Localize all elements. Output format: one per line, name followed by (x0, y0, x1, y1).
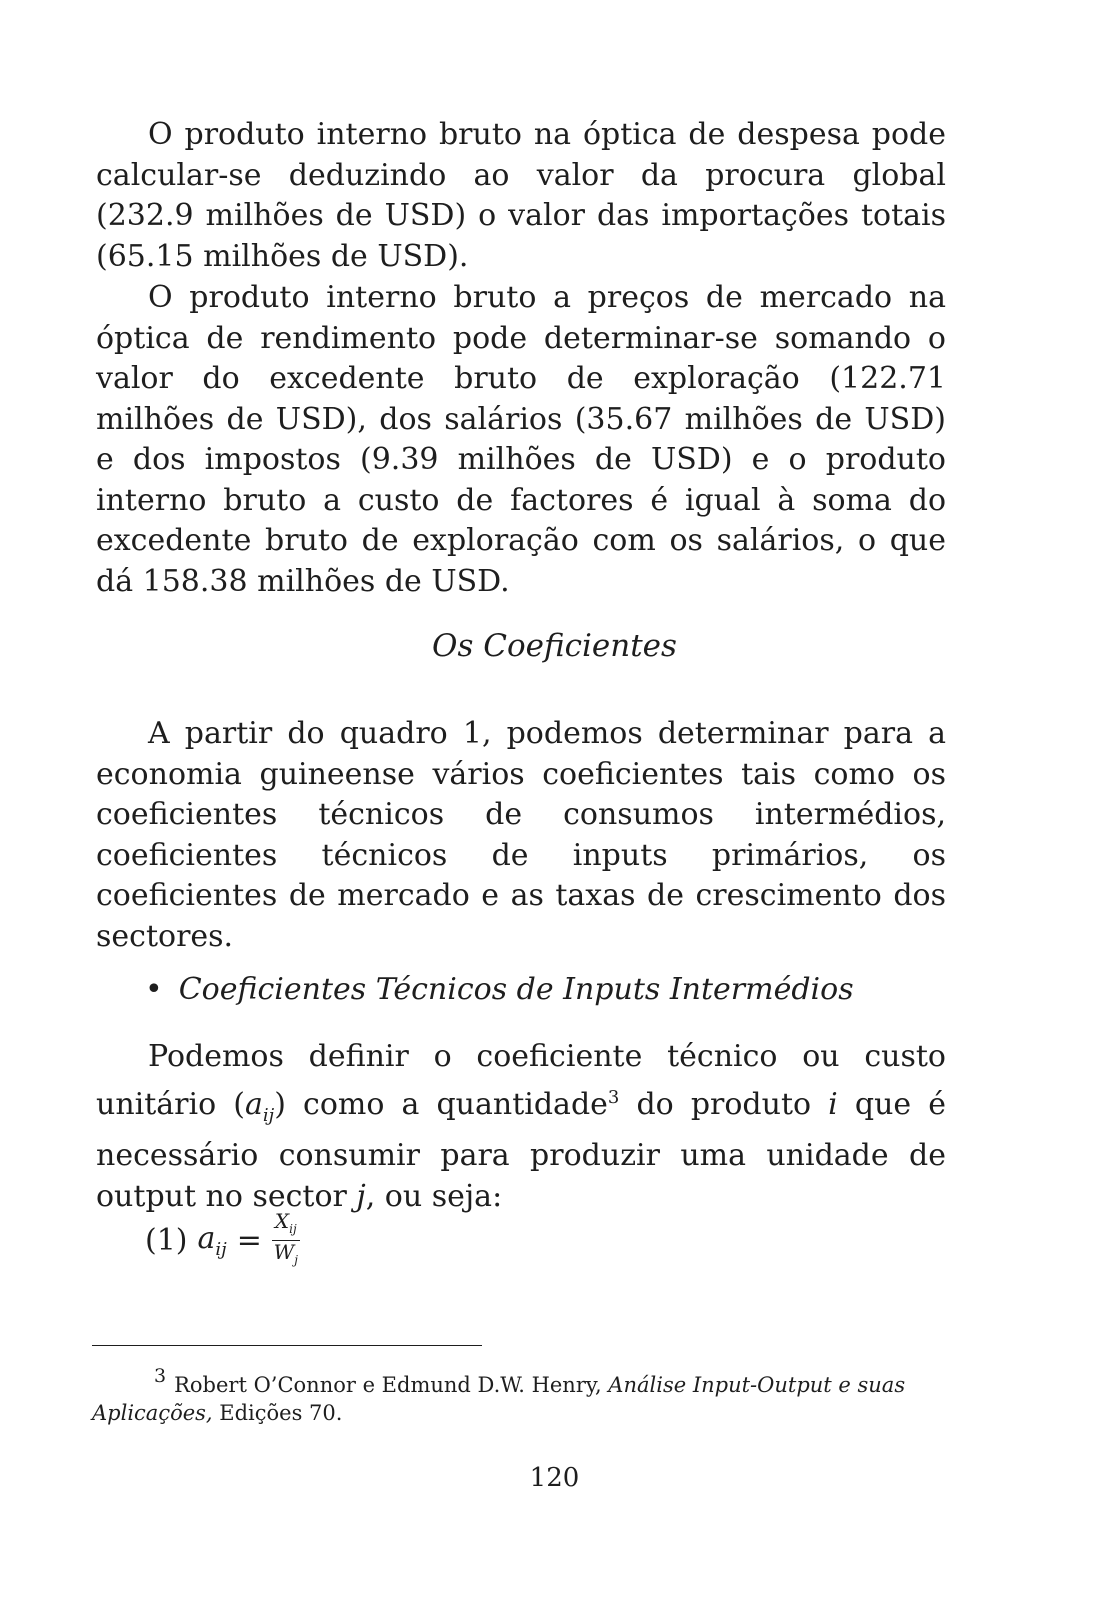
lhs-variable: a (197, 1221, 216, 1256)
footnote (92, 1362, 952, 1427)
section-title: Os Coeficientes (432, 628, 677, 664)
footnote-authors: Robert O’Connor e Edmund D.W. Henry, (174, 1373, 609, 1397)
equals-sign: = (236, 1223, 262, 1258)
footnote-book-title: Análise Input-Output e suas Aplicações, (92, 1373, 906, 1425)
p4-text-5: , ou seja: (365, 1178, 503, 1214)
paragraph-coefficients-intro: A partir do quadro 1, podemos determinar para a economia guineense vários coeficientes tais como os coeficientes técnicos de consumos intermédios, coeficientes técnicos de inputs primários, os coeficientes de mercado e as taxas de crescimento dos sectores. (96, 716, 946, 954)
subheading (145, 972, 925, 1007)
p4-text-2: ) como a quantidade (274, 1086, 608, 1122)
paragraph-gdp-expenditure: O produto interno bruto na óptica de despesa pode calcular-se deduzindo ao valor da procura global (232.9 milhões de USD) o valor das importações totais (65.15 milhões de USD). (96, 117, 946, 274)
page-number: 120 (529, 1463, 580, 1493)
variable-i: i (828, 1086, 838, 1122)
numerator-subscript: ij (289, 1222, 297, 1236)
numerator-variable: X (274, 1209, 290, 1233)
footnote-number: 3 (154, 1365, 167, 1387)
paragraph-gdp-income: O produto interno bruto a preços de mercado na óptica de rendimento pode determinar-se somando o valor do excedente bruto de exploração (122.71 milhões de USD), dos salários (35.67 milhões de USD) e dos impostos (9.39 milhões de USD) e o produto interno bruto a custo de factores é igual à soma do excedente bruto de exploração com os salários, o que dá 158.38 milhões de USD. (96, 280, 946, 599)
p4-text-4: que é necessário consumir para produzir uma unidade de output no sector (96, 1086, 947, 1214)
subheading-text: Coeficientes Técnicos de Inputs Intermédios (178, 972, 854, 1007)
equation-label: (1) (145, 1223, 188, 1258)
denominator (274, 1241, 298, 1271)
equation-1 (145, 1210, 300, 1271)
lhs-subscript: ij (215, 1239, 227, 1260)
p4-text-1: Podemos definir o coeficiente técnico ou custo unitário ( (96, 1039, 946, 1122)
footnote-divider (92, 1345, 482, 1346)
fraction (272, 1210, 300, 1271)
variable-j: j (356, 1178, 366, 1214)
p4-text-3: do produto (619, 1086, 829, 1122)
coef-variable: a (244, 1086, 263, 1122)
equation-lhs (198, 1221, 227, 1260)
footnote-publisher: Edições 70. (212, 1401, 343, 1425)
coef-subscript: ij (262, 1104, 275, 1126)
bullet-icon: • (145, 972, 163, 1007)
denominator-variable: W (273, 1240, 295, 1264)
denominator-subscript: j (294, 1253, 298, 1267)
paragraph-technical-coefficient (96, 1037, 946, 1217)
footnote-reference[interactable]: 3 (607, 1086, 620, 1108)
numerator (272, 1210, 300, 1241)
